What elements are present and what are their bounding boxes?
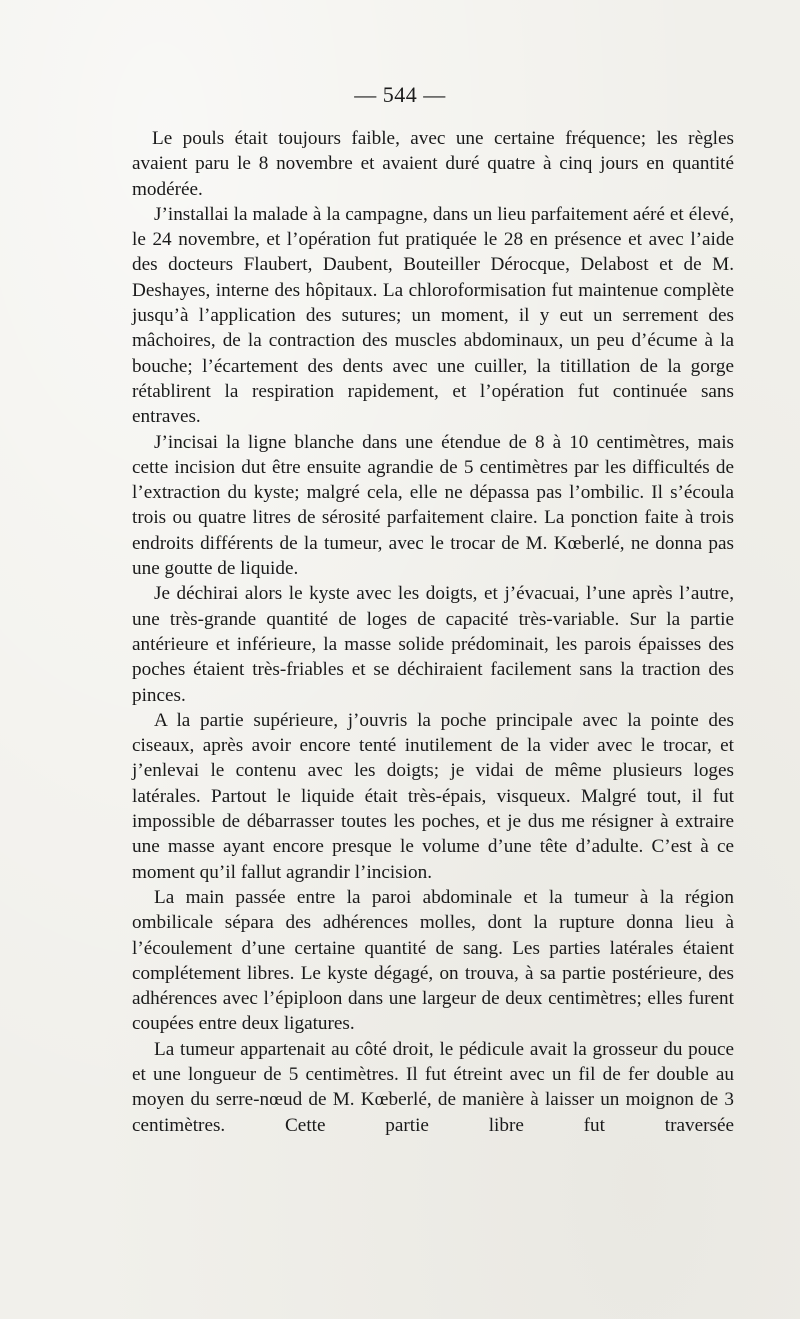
page-body [132,126,734,1138]
paragraph-3: J’incisai la ligne blanche dans une étendue de 8 à 10 centimètres, mais cette incision dut être ensuite agrandie de 5 centimètres par les difficultés de l’extraction du kyste; malgré cela, elle ne dépassa pas l’ombilic. Il s’écoula trois ou quatre litres de sérosité parfaitement claire. La ponction faite à trois endroits différents de la tumeur, avec le trocar de M. Kœberlé, ne donna pas une goutte de liquide. [132,431,734,580]
paragraph-7: La tumeur appartenait au côté droit, le pédicule avait la grosseur du pouce et une longueur de 5 centimètres. Il fut étreint avec un fil de fer double au moyen du serre-nœud de M. Kœberlé, de manière à laisser un moignon de 3 centimètres. Cette partie libre fut traversée [132,1038,734,1136]
paragraph-5: A la partie supérieure, j’ouvris la poche principale avec la pointe des ciseaux, après avoir encore tenté inutilement de la vider avec le trocar, et j’enlevai le contenu avec les doigts; je vidai de même plusieurs loges latérales. Partout le liquide était très-épais, visqueux. Malgré tout, il fut impossible de débarrasser toutes les poches, et je dus me résigner à extraire une masse ayant encore presque le volume d’une tête d’adulte. C’est à ce moment qu’il fallut agrandir l’incision. [132,709,734,883]
paragraph-2: J’installai la malade à la campagne, dans un lieu parfaitement aéré et élevé, le 24 novembre, et l’opération fut pratiquée le 28 en présence et avec l’aide des docteurs Flaubert, Daubent, Bouteiller Dérocque, Delabost et de M. Deshayes, interne des hôpitaux. La chloroformisation fut maintenue complète jusqu’à l’application des sutures; un moment, il y eut un serrement des mâchoires, de la contraction des muscles abdominaux, un peu d’écume à la bouche; l’écartement des dents avec une cuiller, la titillation de la gorge rétablirent la respiration rapidement, et l’opération fut continuée sans entraves. [132,203,734,428]
page-number: — 544 — [354,82,446,107]
paragraph-1: Le pouls était toujours faible, avec une certaine fréquence; les règles avaient paru le 8 novembre et avaient duré quatre à cinq jours en quantité modérée. [132,128,734,200]
paragraph-4: Je déchirai alors le kyste avec les doigts, et j’évacuai, l’une après l’autre, une très-grande quantité de loges de capacité très-variable. Sur la partie antérieure et inférieure, la masse solide prédominait, les parois épaisses des poches étaient très-friables et se déchiraient facilement sans la traction des pinces. [132,583,734,706]
paragraph-6: La main passée entre la paroi abdominale et la tumeur à la région ombilicale sépara des adhérences molles, dont la rupture donna lieu à l’écoulement d’une certaine quantité de sang. Les parties latérales étaient complétement libres. Le kyste dégagé, on trouva, à sa partie postérieure, des adhérences avec l’épiploon dans une largeur de deux centimètres; elles furent coupées entre deux ligatures. [132,886,734,1035]
